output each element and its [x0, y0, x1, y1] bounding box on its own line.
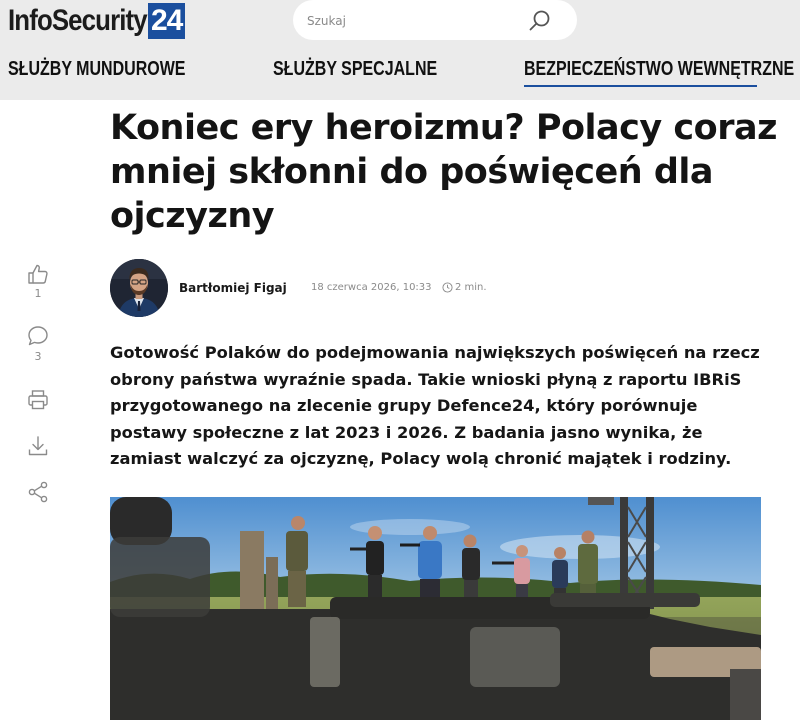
search-icon[interactable] — [528, 9, 552, 33]
site-logo[interactable] — [8, 2, 185, 40]
nav-item-sluzby-specjalne[interactable]: SŁUŻBY SPECJALNE — [273, 58, 438, 80]
article-hero-image — [110, 497, 761, 720]
download-icon[interactable] — [26, 434, 50, 458]
comment-icon[interactable] — [26, 324, 50, 348]
read-time: 2 min. — [455, 282, 487, 293]
author-name[interactable]: Bartłomiej Figaj — [179, 281, 287, 295]
logo-text: InfoSecurity — [8, 4, 147, 37]
site-header — [0, 0, 800, 100]
share-icon[interactable] — [26, 480, 50, 504]
like-count: 1 — [34, 287, 42, 300]
nav-item-sluzby-mundurowe[interactable]: SŁUŻBY MUNDUROWE — [8, 58, 186, 80]
thumbs-up-icon[interactable] — [26, 262, 50, 286]
nav-item-bezpieczenstwo-wewnetrzne[interactable]: BEZPIECZEŃSTWO WEWNĘTRZNE — [524, 58, 795, 80]
article-title: Koniec ery heroizmu? Polacy coraz mniej skłonni do poświęceń dla ojczyzny — [110, 108, 777, 236]
shooting-range-photo — [110, 497, 761, 720]
author-photo — [110, 259, 168, 317]
print-icon[interactable] — [26, 388, 50, 412]
logo-badge: 24 — [148, 3, 185, 39]
publish-date: 18 czerwca 2026, 10:33 — [311, 282, 432, 293]
search-input[interactable] — [305, 0, 519, 42]
author-avatar[interactable] — [110, 259, 168, 317]
comment-count: 3 — [34, 350, 42, 363]
clock-icon — [442, 282, 453, 293]
nav-active-indicator — [524, 85, 757, 87]
article-lead: Gotowość Polaków do podejmowania największych poświęceń na rzecz obrony państwa wyraźnie spada. Takie wnioski płyną z raportu IBRiS przygotowanego na zlecenie grupy Defence24, który porównuje postawy społeczne z lat 2023 i 2026. Z badania jasno wynika, że zamiast walczyć za ojczyznę, Polacy wolą chronić majątek i rodziny. — [110, 343, 760, 468]
